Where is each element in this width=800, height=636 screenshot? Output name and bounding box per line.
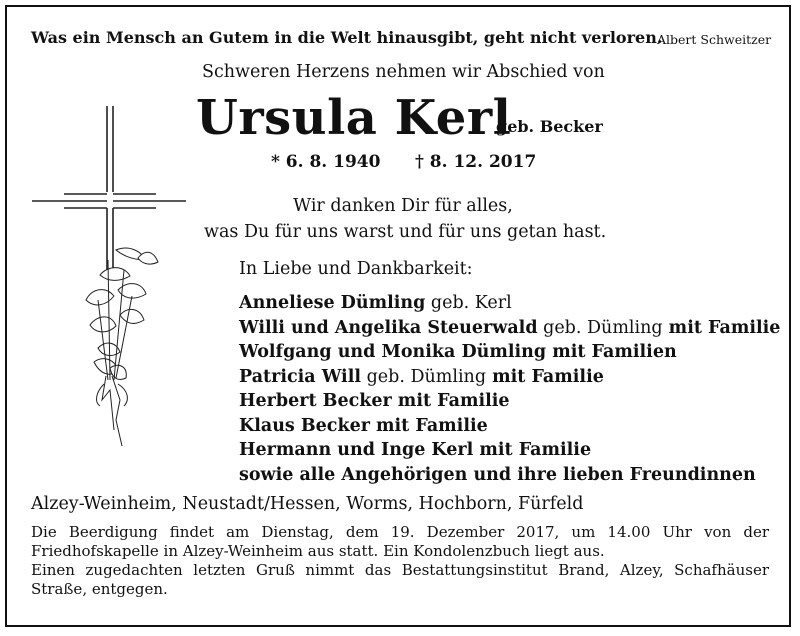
mourner-line: Herbert Becker mit Familie	[239, 391, 510, 411]
maiden-name: geb. Becker	[496, 117, 603, 136]
mourner-line: Willi und Angelika Steuerwald geb. Dümling mit Familie	[239, 317, 781, 338]
mourners-list	[239, 291, 780, 487]
death-date: † 8. 12. 2017	[415, 152, 537, 172]
quote-text: Was ein Mensch an Gutem in die Welt hinausgibt, geht nicht verloren.	[31, 28, 663, 47]
intro-line: Schweren Herzens nehmen wir Abschied von	[202, 62, 605, 82]
cross-and-lily-icon	[28, 100, 188, 450]
funeral-info: Die Beerdigung findet am Dienstag, dem 19. Dezember 2017, um 14.00 Uhr von der Friedhofskapelle in Alzey-Weinheim aus statt. Ein Kondolenzbuch liegt aus.	[31, 523, 769, 560]
mourner-line: Anneliese Dümling geb. Kerl	[239, 293, 512, 313]
quote-author: Albert Schweitzer	[657, 32, 772, 47]
mourners-heading: In Liebe und Dankbarkeit:	[239, 259, 473, 279]
places-line: Alzey-Weinheim, Neustadt/Hessen, Worms, Hochborn, Fürfeld	[31, 494, 584, 514]
birth-date: * 6. 8. 1940	[271, 152, 381, 172]
mourner-line: Hermann und Inge Kerl mit Familie	[239, 440, 592, 460]
mourner-line: sowie alle Angehörigen und ihre lieben Freundinnen	[239, 464, 756, 485]
greeting-info: Einen zugedachten letzten Gruß nimmt das Bestattungsinstitut Brand, Alzey, Schafhäuser Straße, entgegen.	[31, 561, 769, 598]
deceased-name: Ursula Kerl	[196, 90, 512, 146]
cross-icon	[32, 106, 186, 275]
lily-bouquet-icon	[86, 248, 158, 446]
thanks-line-2: was Du für uns warst und für uns getan hast.	[204, 222, 607, 242]
thanks-verse	[204, 193, 607, 245]
mourner-line: Patricia Will geb. Dümling mit Familie	[239, 366, 604, 387]
mourner-line: Wolfgang und Monika Dümling mit Familien	[239, 342, 677, 362]
thanks-line-1: Wir danken Dir für alles,	[293, 196, 513, 216]
funeral-notice	[31, 523, 769, 599]
mourner-line: Klaus Becker mit Familie	[239, 415, 488, 436]
